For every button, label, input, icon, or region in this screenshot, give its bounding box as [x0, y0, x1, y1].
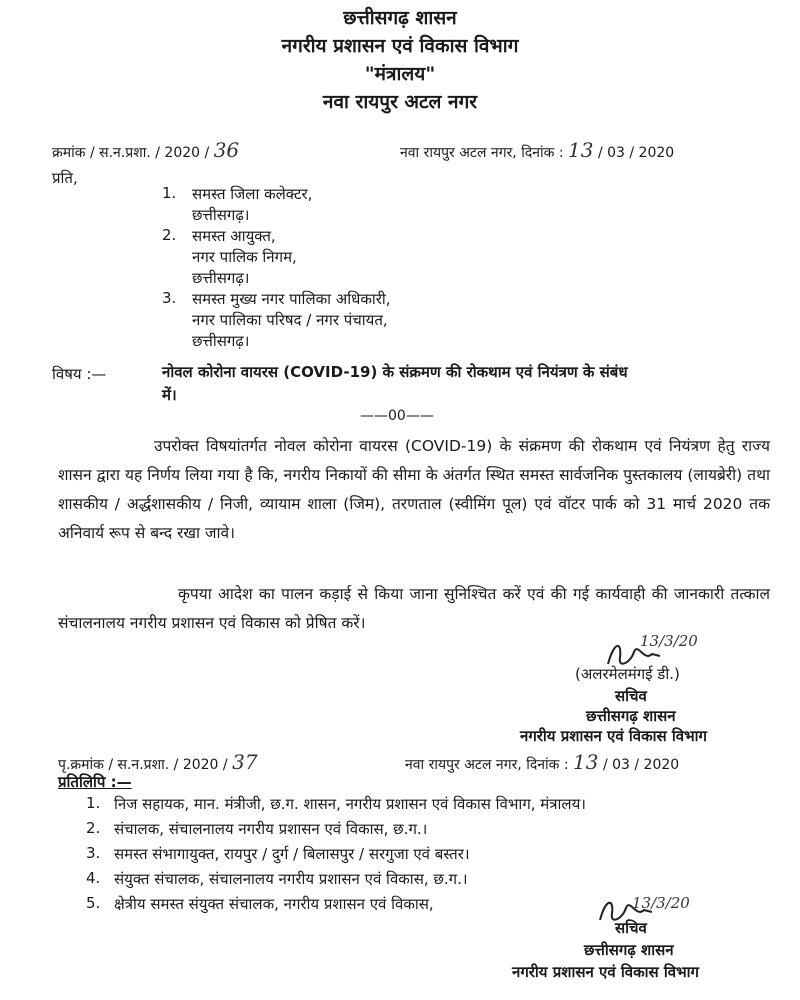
reference-date — [400, 138, 674, 162]
recipient-line: समस्त आयुक्त, — [192, 227, 276, 245]
header-mantralaya: "मंत्रालय" — [364, 63, 436, 85]
endorsement-number-handwritten: 37 — [232, 750, 258, 774]
header-state-government: छत्तीसगढ़ शासन — [343, 7, 457, 29]
signatory-department: नगरीय प्रशासन एवं विकास विभाग — [512, 963, 699, 981]
reference-date-prefix: नवा रायपुर अटल नगर, दिनांक : — [400, 145, 564, 161]
copy-label: प्रतिलिपि :— — [58, 773, 132, 791]
body-paragraph: उपरोक्त विषयांतर्गत नोवल कोरोना वायरस (COVID-19) के संक्रमण की रोकथाम एवं नियंत्रण हेतु राज्य शासन द्वारा यह निर्णय लिया गया है कि, नगरीय निकायों की सीमा के अंतर्गत स्थित समस्त सार्वजनिक पुस्तकालय (लायब्रेरी) तथा शासकीय / अर्द्धशासकीय / निजी, व्यायाम शाला (जिम), तरणताल (स्वीमिंग पूल) एवं वॉटर पार्क को 31 मार्च 2020 तक अनिवार्य रूप से बन्द रखा जावे। — [58, 437, 770, 542]
to-label: प्रति, — [52, 169, 78, 187]
recipient-line: नगर पालिका परिषद / नगर पंचायत, — [192, 311, 388, 329]
recipient-line: समस्त जिला कलेक्टर, — [192, 185, 313, 203]
header-city: नवा रायपुर अटल नगर — [322, 91, 478, 113]
copy-item: क्षेत्रीय समस्त संयुक्त संचालक, नगरीय प्रशासन एवं विकास, — [114, 895, 434, 913]
copy-item: संचालक, संचालनालय नगरीय प्रशासन एवं विकास, छ.ग.। — [114, 820, 428, 838]
signatory-org: छत्तीसगढ़ शासन — [586, 707, 676, 725]
endorsement-number — [58, 750, 258, 774]
signatory-designation: सचिव — [615, 687, 647, 705]
subject-label: विषय :— — [52, 365, 107, 383]
subject-line: नोवल कोरोना वायरस (COVID-19) के संक्रमण की रोकथाम एवं नियंत्रण के संबंध — [162, 363, 628, 381]
copy-number: 1. — [86, 794, 101, 812]
signature-date-handwritten: 13/3/20 — [640, 632, 698, 650]
header-department: नगरीय प्रशासन एवं विकास विभाग — [281, 35, 519, 57]
reference-date-suffix: / 03 / 2020 — [597, 145, 675, 161]
copy-number: 4. — [86, 869, 101, 887]
copy-item: संयुक्त संचालक, संचालनालय नगरीय प्रशासन एवं विकास, छ.ग.। — [114, 870, 468, 888]
reference-number-handwritten: 36 — [213, 138, 240, 162]
copy-number: 5. — [86, 894, 101, 912]
signatory-org: छत्तीसगढ़ शासन — [584, 941, 674, 959]
separator: ——00—— — [360, 408, 434, 424]
signature-date-handwritten: 13/3/20 — [632, 894, 690, 912]
recipient-line: छत्तीसगढ़। — [192, 206, 250, 224]
endorsement-date-handwritten: 13 — [573, 750, 599, 774]
signatory-department: नगरीय प्रशासन एवं विकास विभाग — [520, 727, 707, 745]
reference-number — [52, 138, 239, 162]
signatory-designation: सचिव — [615, 919, 647, 937]
recipient-number: 3. — [162, 289, 177, 307]
endorsement-date-prefix: नवा रायपुर अटल नगर, दिनांक : — [405, 757, 569, 773]
recipient-line: नगर पालिक निगम, — [192, 248, 297, 266]
recipient-line: छत्तीसगढ़। — [192, 269, 250, 287]
recipient-number: 1. — [162, 184, 177, 202]
reference-date-handwritten: 13 — [568, 138, 594, 162]
copy-number: 2. — [86, 819, 101, 837]
recipient-line: छत्तीसगढ़। — [192, 332, 250, 350]
recipient-number: 2. — [162, 226, 177, 244]
recipient-line: समस्त मुख्य नगर पालिका अधिकारी, — [192, 290, 391, 308]
endorsement-date — [405, 750, 679, 774]
copy-number: 3. — [86, 844, 101, 862]
subject-line: में। — [162, 386, 177, 404]
signatory-name: (अलरमेलमंगई डी.) — [575, 665, 680, 683]
copy-item: समस्त संभागायुक्त, रायपुर / दुर्ग / बिलासपुर / सरगुजा एवं बस्तर। — [114, 845, 470, 863]
copy-item: निज सहायक, मान. मंत्रीजी, छ.ग. शासन, नगरीय प्रशासन एवं विकास विभाग, मंत्रालय। — [114, 795, 586, 813]
endorsement-number-prefix: पृ.क्रमांक / स.न.प्रशा. / 2020 / — [58, 757, 228, 773]
body-paragraph: कृपया आदेश का पालन कड़ाई से किया जाना सुनिश्चित करें एवं की गई कार्यवाही की जानकारी तत्काल संचालनालय नगरीय प्रशासन एवं विकास को प्रेषित करें। — [58, 585, 770, 632]
endorsement-date-suffix: / 03 / 2020 — [602, 757, 680, 773]
reference-number-prefix: क्रमांक / स.न.प्रशा. / 2020 / — [52, 145, 210, 161]
